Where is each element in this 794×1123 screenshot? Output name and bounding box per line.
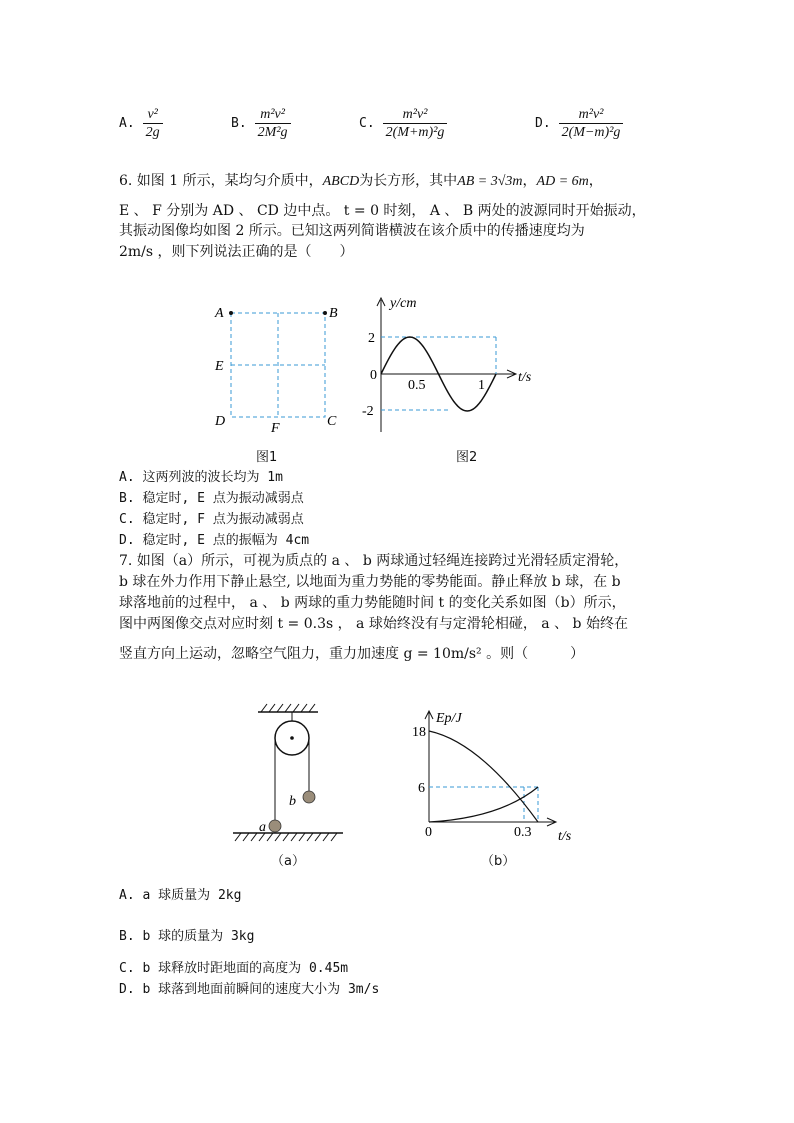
q7-figure-b-caption: （b）	[481, 854, 516, 869]
q6-line-3: 其振动图像均如图 2 所示。已知这两列简谐横波在该介质中的传播速度均为	[119, 223, 585, 239]
q7-option-b: B. b 球的质量为 3kg	[119, 929, 255, 944]
q5-option-b: B. $\frac{\text{m²v²}}{\text{2M²g}}$	[231, 106, 291, 141]
label-f: F	[271, 421, 280, 436]
y-tick-2: 2	[368, 331, 375, 346]
q7-figure-a	[225, 700, 355, 850]
ball-b-label: b	[289, 794, 296, 809]
q7-option-d: D. b 球落到地面前瞬间的速度大小为 3m/s	[119, 982, 380, 997]
q5-option-b-denominator: 2M²g	[257, 125, 288, 140]
ep-tick-18: 18	[412, 725, 426, 740]
q5-option-a-denominator: 2g	[145, 125, 160, 140]
pulley-axle	[290, 736, 294, 740]
ball-b	[303, 791, 315, 803]
q6-option-a: A. 这两列波的波长均为 1m	[119, 470, 283, 485]
y-tick-neg2: -2	[362, 404, 374, 419]
q5-option-c-numerator: m²v²	[383, 106, 448, 124]
q5-option-b-numerator: m²v²	[255, 106, 291, 124]
q6-option-c: C. 稳定时, F 点为振动减弱点	[119, 512, 304, 527]
q6-option-b: B. 稳定时, E 点为振动减弱点	[119, 491, 304, 506]
q5-option-a-numerator: v²	[143, 106, 163, 124]
point-a-dot	[229, 311, 233, 315]
ball-a-label: a	[259, 820, 266, 835]
q6-line-1: 6. 如图 1 所示，某均匀介质中，ABCD为长方形，其中AB = 3√3m，AD = 6m，	[119, 173, 603, 189]
ground-hatch	[235, 833, 337, 841]
label-b: B	[329, 306, 338, 321]
y-axis-label: y/cm	[390, 296, 417, 311]
q7-line-4: 图中两图像交点对应时刻 t = 0.3s ， a 球始终没有与定滑轮相碰， a 、 b 始终在	[119, 616, 628, 632]
q5-option-d-denominator: 2(M−m)²g	[561, 125, 621, 140]
q7-figure-b	[410, 700, 585, 845]
q5-option-c-denominator: 2(M+m)²g	[385, 125, 445, 140]
q5-option-a: A. $\frac{\text{v²}}{2g}$	[119, 106, 163, 141]
label-d: D	[215, 414, 226, 429]
q6-figure-2-caption: 图2	[456, 450, 478, 465]
origin-label: 0	[370, 368, 377, 383]
q5-option-c: C. $\frac{\text{m²v²}}{\text{2(M+m)²g}}$	[359, 106, 447, 141]
q6-option-d: D. 稳定时, E 点的振幅为 4cm	[119, 533, 310, 548]
q7-line-5: 竖直方向上运动，忽略空气阻力，重力加速度 g = 10m/s² 。则（ ）	[119, 646, 585, 662]
x-tick-0-5: 0.5	[408, 378, 426, 393]
q7-figure-a-caption: （a）	[271, 854, 305, 869]
ep-b-curve	[429, 731, 538, 822]
ceiling-hatch	[261, 704, 315, 712]
t-axis-label: t/s	[558, 829, 572, 844]
label-a: A	[215, 306, 224, 321]
q7-line-3: 球落地前的过程中， a 、 b 两球的重力势能随时间 t 的变化关系如图（b）所示，	[119, 595, 626, 611]
q5-option-d: D. $\frac{\text{m²v²}}{\text{2(M−m)²g}}$	[535, 106, 623, 141]
label-e: E	[215, 359, 224, 374]
q6-line-4: 2m/s ，则下列说法正确的是（ ）	[119, 244, 354, 260]
q5-option-d-numerator: m²v²	[559, 106, 624, 124]
ep-axis-label: Ep/J	[436, 711, 462, 726]
point-b-dot	[323, 311, 327, 315]
q7-line-2: b 球在外力作用下静止悬空, 以地面为重力势能的零势能面。静止释放 b 球，在 b	[119, 574, 621, 590]
q6-line-2: E 、 F 分别为 AD 、 CD 边中点。 t = 0 时刻， A 、 B 两处的波源同时开始振动，	[119, 203, 646, 219]
ball-a	[269, 820, 281, 832]
svg-text:y/cm	[388, 296, 416, 311]
x-tick-1: 1	[478, 378, 485, 393]
q7-option-c: C. b 球释放时距地面的高度为 0.45m	[119, 961, 349, 976]
origin-label-b: 0	[425, 825, 432, 840]
ep-a-curve	[429, 787, 538, 822]
label-c: C	[327, 414, 337, 429]
q7-line-1: 7. 如图（a）所示，可视为质点的 a 、 b 两球通过轻绳连接跨过光滑轻质定滑轮，	[119, 553, 629, 569]
q7-option-a: A. a 球质量为 2kg	[119, 888, 242, 903]
ep-tick-6: 6	[418, 781, 425, 796]
t-tick-0-3: 0.3	[514, 825, 532, 840]
q6-figure-1-caption: 图1	[256, 450, 278, 465]
q6-figure-1	[205, 298, 355, 438]
q6-figure-2	[360, 292, 550, 437]
x-axis-label: t/s	[518, 370, 532, 385]
